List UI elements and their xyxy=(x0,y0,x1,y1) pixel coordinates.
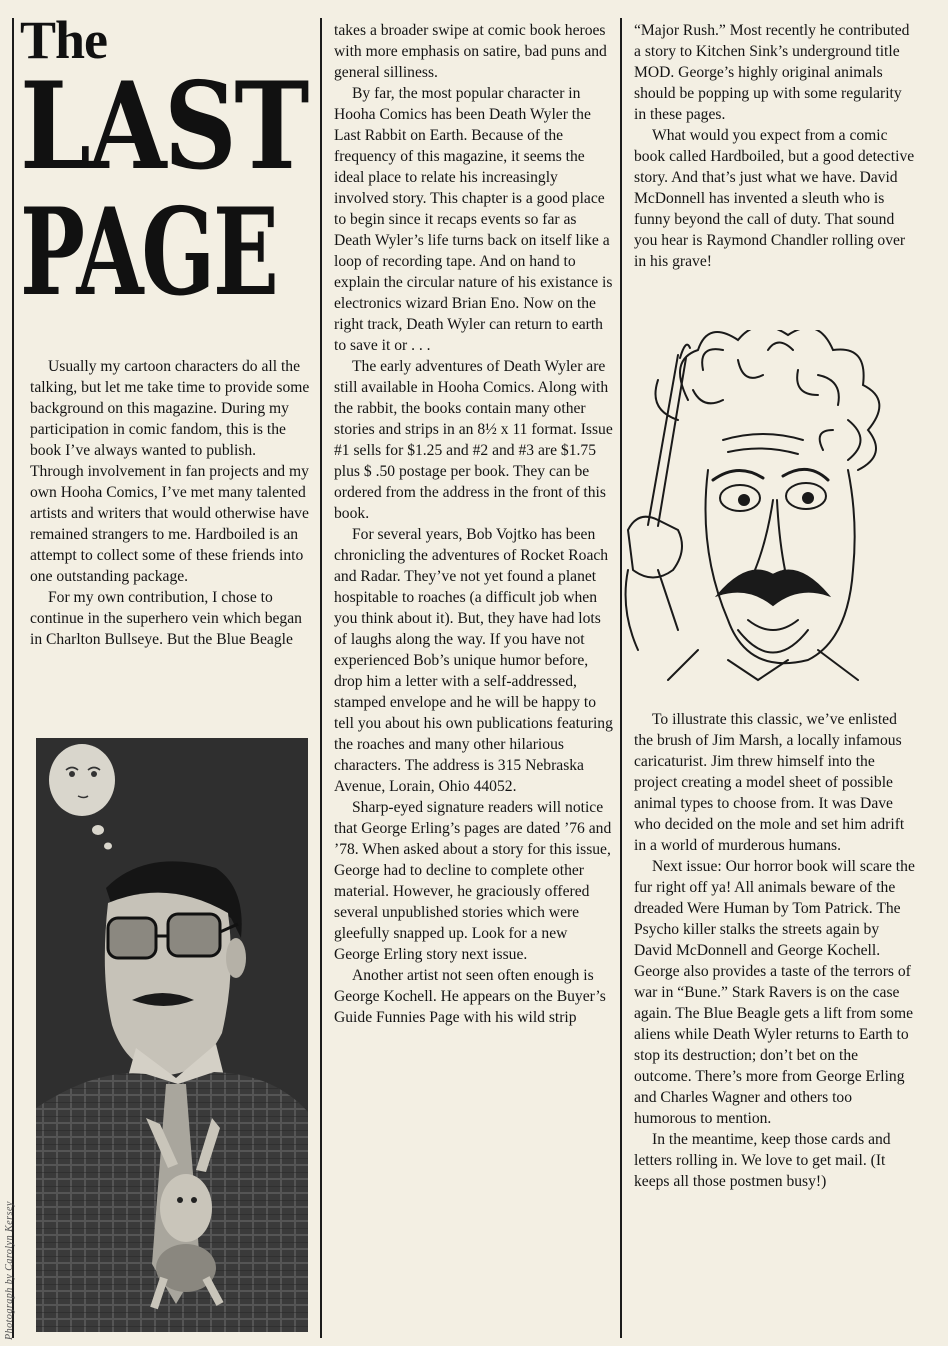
paragraph: In the meantime, keep those cards and letters rolling in. We love to get mail. (It keeps all those postmen busy!) xyxy=(634,1131,891,1190)
paragraph: Next issue: Our horror book will scare the fur right off ya! All animals beware of the dreaded Were Human by Tom Patrick. The Psycho killer stalks the streets again by David McDonnell and George Kochell. George also provides a taste of the terrors of war in “Bune.” Stark Ravers is on the case again. The Blue Beagle gets a lift from some aliens while Death Wyler returns to Earth to stop its destruction; don’t bet on the outcome. There’s more from George Erling and Charles Wagner and others too humorous to mention. xyxy=(634,858,915,1127)
caricature-drawing xyxy=(618,330,908,685)
paragraph: By far, the most popular character in Hooha Comics has been Death Wyler the Last Rabbit on Earth. Because of the frequency of this magazine, it seems the ideal place to relate his increasingly involved story. This chapter is a good place to begin since it recaps events so far as Death Wyler’s life turns back on itself like a loop of recording tape. And on hand to explain the circular nature of his existance is electronics wizard Brian Eno. Now on the right track, Death Wyler can return to earth to save it or . . . xyxy=(334,85,613,354)
paragraph: What would you expect from a comic book called Hardboiled, but a good detective story. And that’s just what we have. David McDonnell has invented a sleuth who is funny beyond the call of duty. That sound you hear is Raymond Chandler rolling over in his grave! xyxy=(634,127,915,270)
title-page: PAGE xyxy=(20,182,277,324)
paragraph: Usually my cartoon characters do all the talking, but let me take time to provide some background on this magazine. During my participation in comic fandom, this is the book I’ve always wanted to publish. Through involvement in fan projects and my own Hooha Comics, I’ve met many talented artists and writers that would otherwise have remained strangers to me. Hardboiled is an attempt to collect some of these friends into one outstanding package. xyxy=(30,358,310,585)
author-photo xyxy=(36,738,308,1332)
paragraph: Sharp-eyed signature readers will notice that George Erling’s pages are dated ’76 and ’78. When asked about a story for this issue, George had to decline to complete other material. However, he graciously offered several unpublished stories which were gleefully snapped up. Look for a new George Erling story next issue. xyxy=(334,799,612,963)
paragraph: For my own contribution, I chose to continue in the superhero vein which began in Charlton Bullseye. But the Blue Beagle xyxy=(30,589,302,648)
paragraph: The early adventures of Death Wyler are still available in Hooha Comics. Along with the rabbit, the books contain many other stories and strips in an 8½ x 11 format. Issue #1 sells for $1.25 and #2 and #3 are $1.75 plus $ .50 postage per book. They can be ordered from the address in the front of this book. xyxy=(334,358,613,522)
page-title xyxy=(20,10,315,324)
column-2-text xyxy=(334,20,616,1028)
paragraph: Another artist not seen often enough is George Kochell. He appears on the Buyer’s Guide Funnies Page with his wild strip xyxy=(334,967,606,1026)
photo-credit: Photograph by Carolyn Kersey xyxy=(4,1201,15,1340)
author-photo-drawing xyxy=(36,738,308,1332)
paragraph: takes a broader swipe at comic book heroes with more emphasis on satire, bad puns and general silliness. xyxy=(334,22,607,81)
column-3-bottom-text xyxy=(634,709,916,1192)
column-3-top-text xyxy=(634,20,916,272)
paragraph: For several years, Bob Vojtko has been chronicling the adventures of Rocket Roach and Radar. They’ve not yet found a planet hospitable to roaches (a difficult job when you think about it). But, they have had lots of laughs along the way. If you have not experienced Bob’s unique humor before, drop him a letter with a self-addressed, stamped envelope and he will be happy to tell you about his own publications featuring the roaches and many other hilarious characters. The address is 315 Nebraska Avenue, Lorain, Ohio 44052. xyxy=(334,526,613,795)
paragraph: To illustrate this classic, we’ve enlisted the brush of Jim Marsh, a locally infamous caricaturist. Jim threw himself into the project creating a model sheet of possible animal types to choose from. It was Dave who decided on the mole and set him adrift in a world of murderous humans. xyxy=(634,711,905,854)
paragraph: “Major Rush.” Most recently he contributed a story to Kitchen Sink’s underground title MOD. George’s highly original animals should be popping up with some regularity in these pages. xyxy=(634,22,910,123)
title-the: The xyxy=(20,10,108,70)
column-rule-1 xyxy=(320,18,322,1338)
column-1-text xyxy=(30,356,312,650)
title-last: LAST xyxy=(20,56,307,197)
caricature-sketch xyxy=(618,330,908,685)
column-rule-left xyxy=(12,18,14,1338)
